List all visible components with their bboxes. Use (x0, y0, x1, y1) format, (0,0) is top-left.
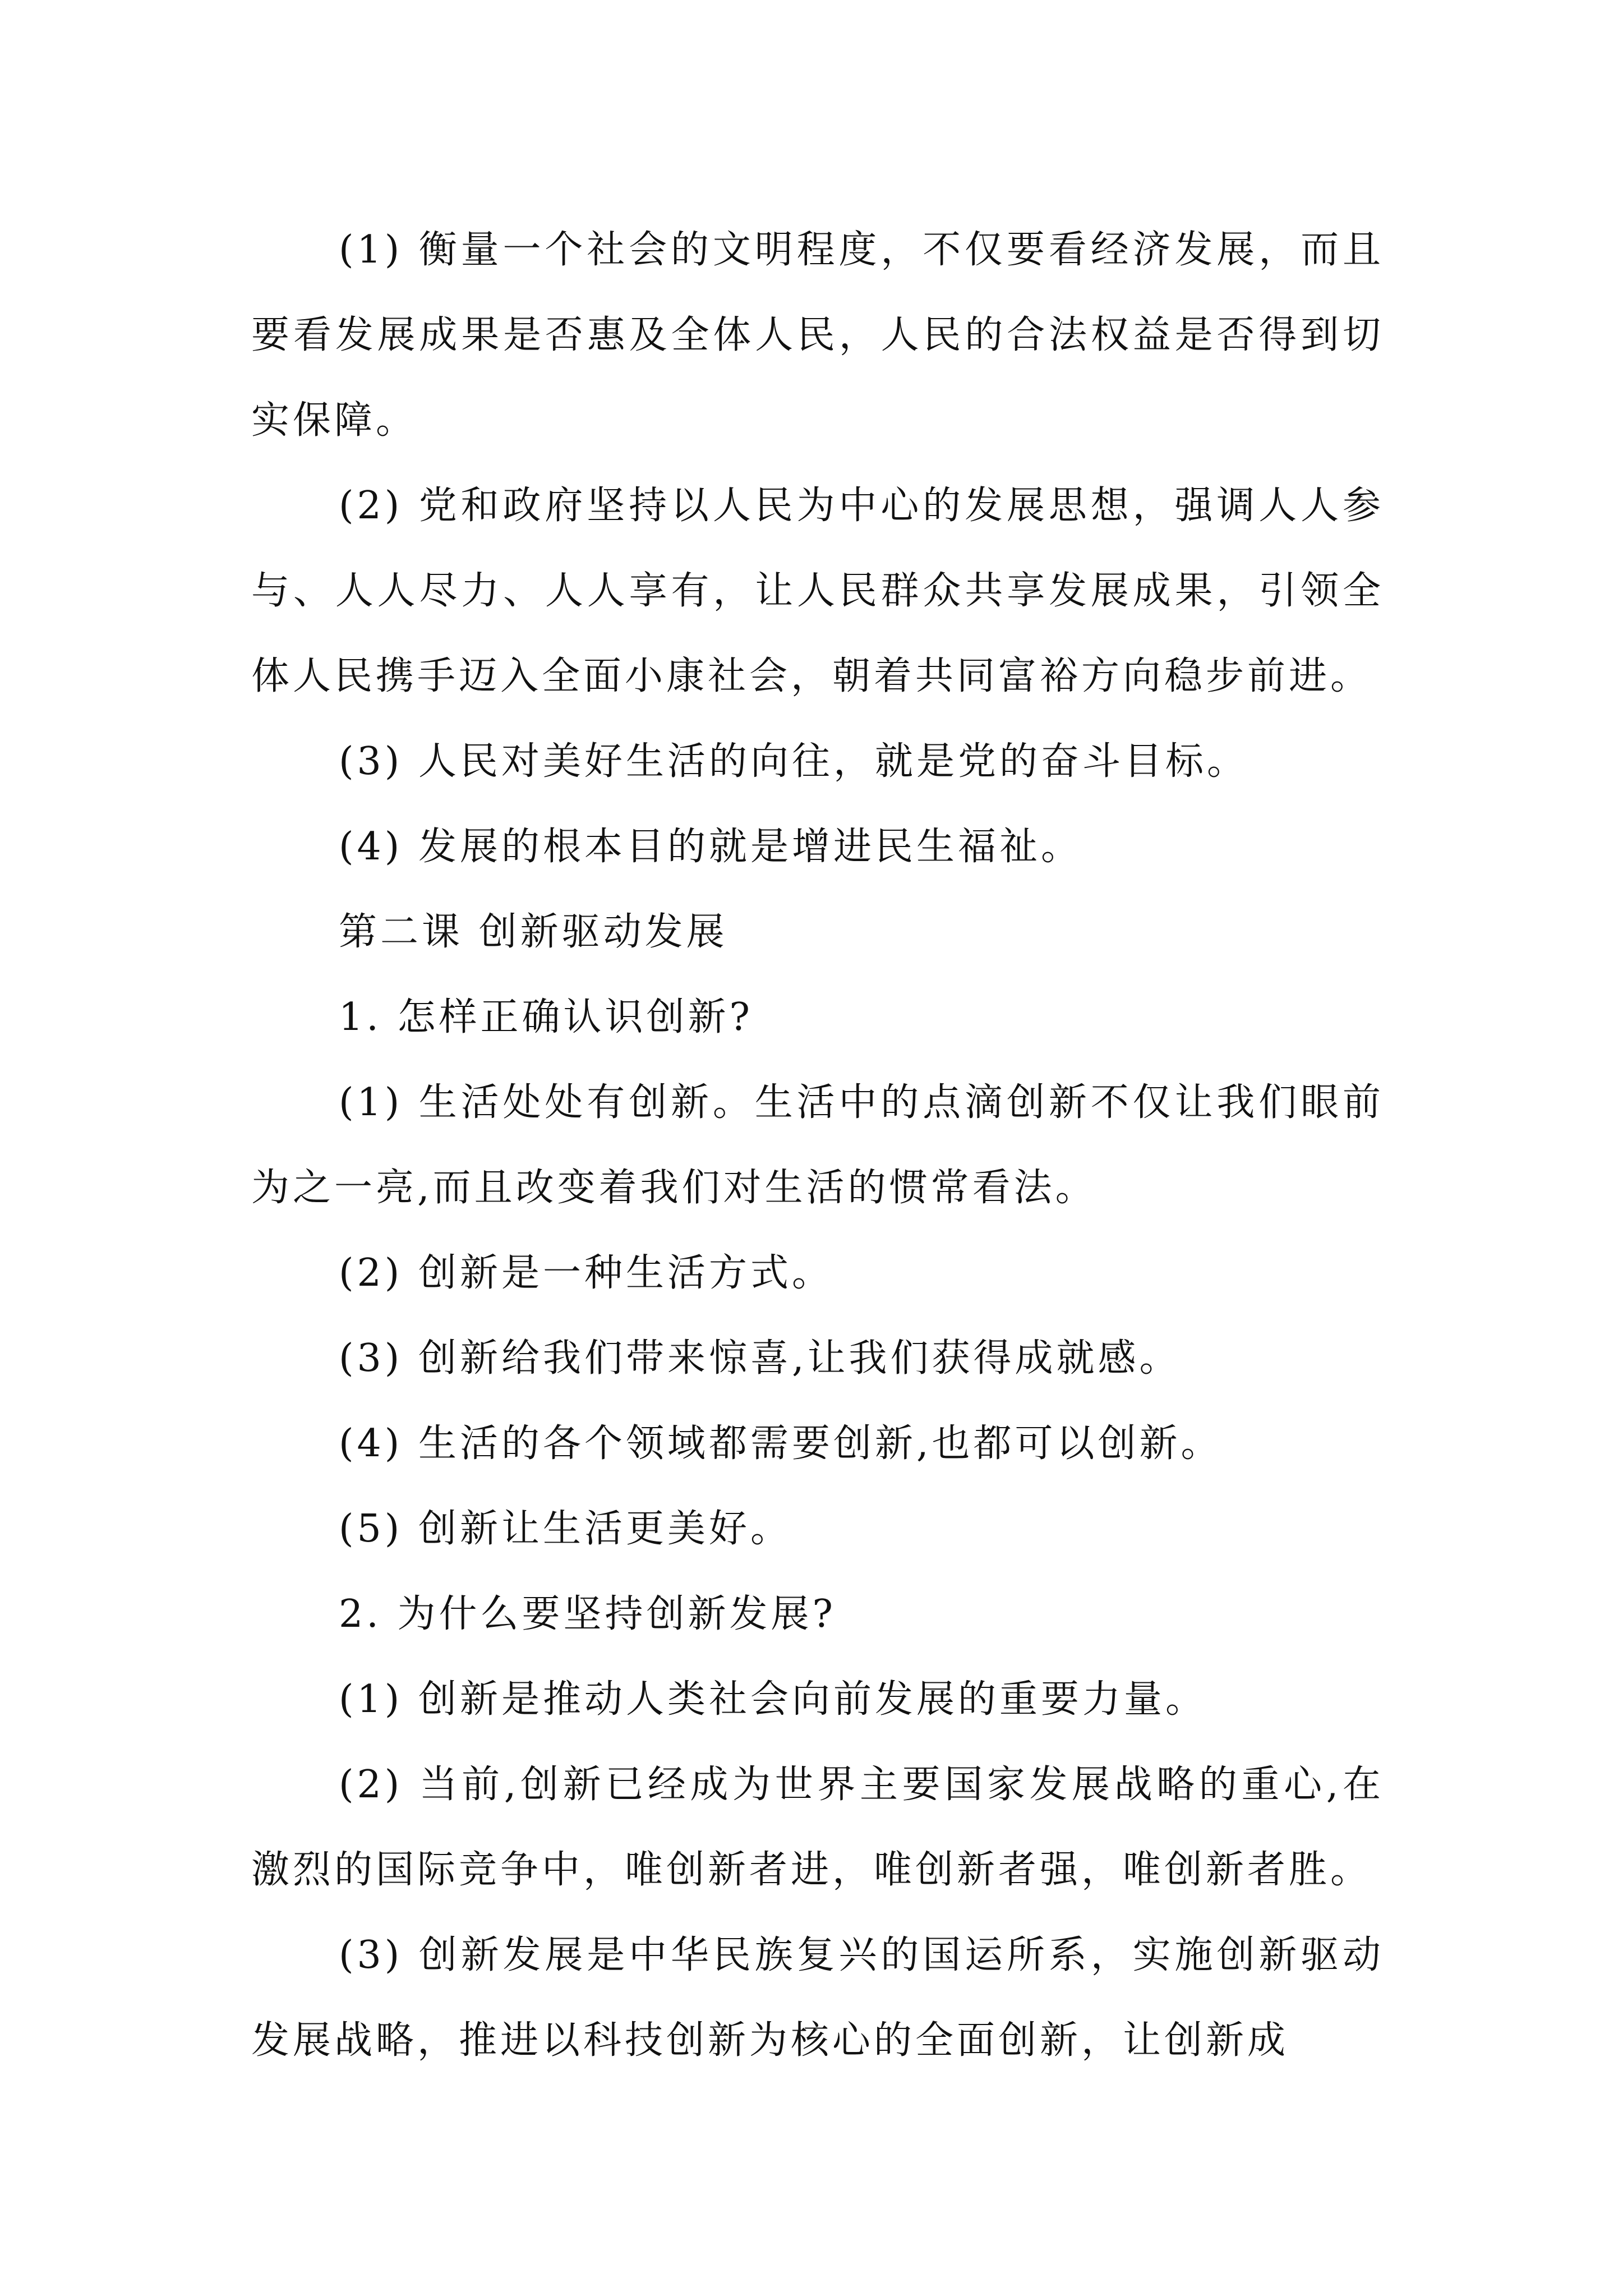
paragraph: (1) 衡量一个社会的文明程度，不仅要看经济发展，而且要看发展成果是否惠及全体人民，人民的合法权益是否得到切实保障。 (251, 228, 1384, 443)
paragraph: (5) 创新让生活更美好。 (339, 1507, 792, 1551)
paragraph: (1) 创新是推动人类社会向前发展的重要力量。 (339, 1677, 1207, 1722)
question-heading: 2. 为什么要坚持创新发展? (339, 1592, 836, 1636)
paragraph: (2) 党和政府坚持以人民为中心的发展思想，强调人人参与、人人尽力、人人享有，让人民群众共享发展成果，引领全体人民携手迈入全面小康社会，朝着共同富裕方向稳步前进。 (251, 484, 1384, 698)
paragraph: (3) 创新给我们带来惊喜,让我们获得成就感。 (339, 1336, 1181, 1381)
paragraph: (2) 创新是一种生活方式。 (339, 1251, 833, 1295)
paragraph: (4) 发展的根本目的就是增进民生福祉。 (339, 825, 1082, 869)
paragraph: (4) 生活的各个领域都需要创新,也都可以创新。 (339, 1421, 1223, 1466)
paragraph: (3) 创新发展是中华民族复兴的国运所系，实施创新驱动发展战略，推进以科技创新为核心的全面创新，让创新成 (251, 1933, 1384, 2063)
document-body (251, 208, 1384, 2083)
question-heading: 1. 怎样正确认识创新? (339, 995, 753, 1039)
paragraph: (3) 人民对美好生活的向往，就是党的奋斗目标。 (339, 739, 1248, 784)
lesson-heading: 第二课 创新驱动发展 (339, 910, 728, 954)
paragraph: (1) 生活处处有创新。生活中的点滴创新不仅让我们眼前为之一亮,而且改变着我们对生活的惯常看法。 (251, 1080, 1384, 1210)
paragraph: (2) 当前,创新已经成为世界主要国家发展战略的重心,在激烈的国际竞争中，唯创新者进，唯创新者强，唯创新者胜。 (251, 1763, 1384, 1892)
